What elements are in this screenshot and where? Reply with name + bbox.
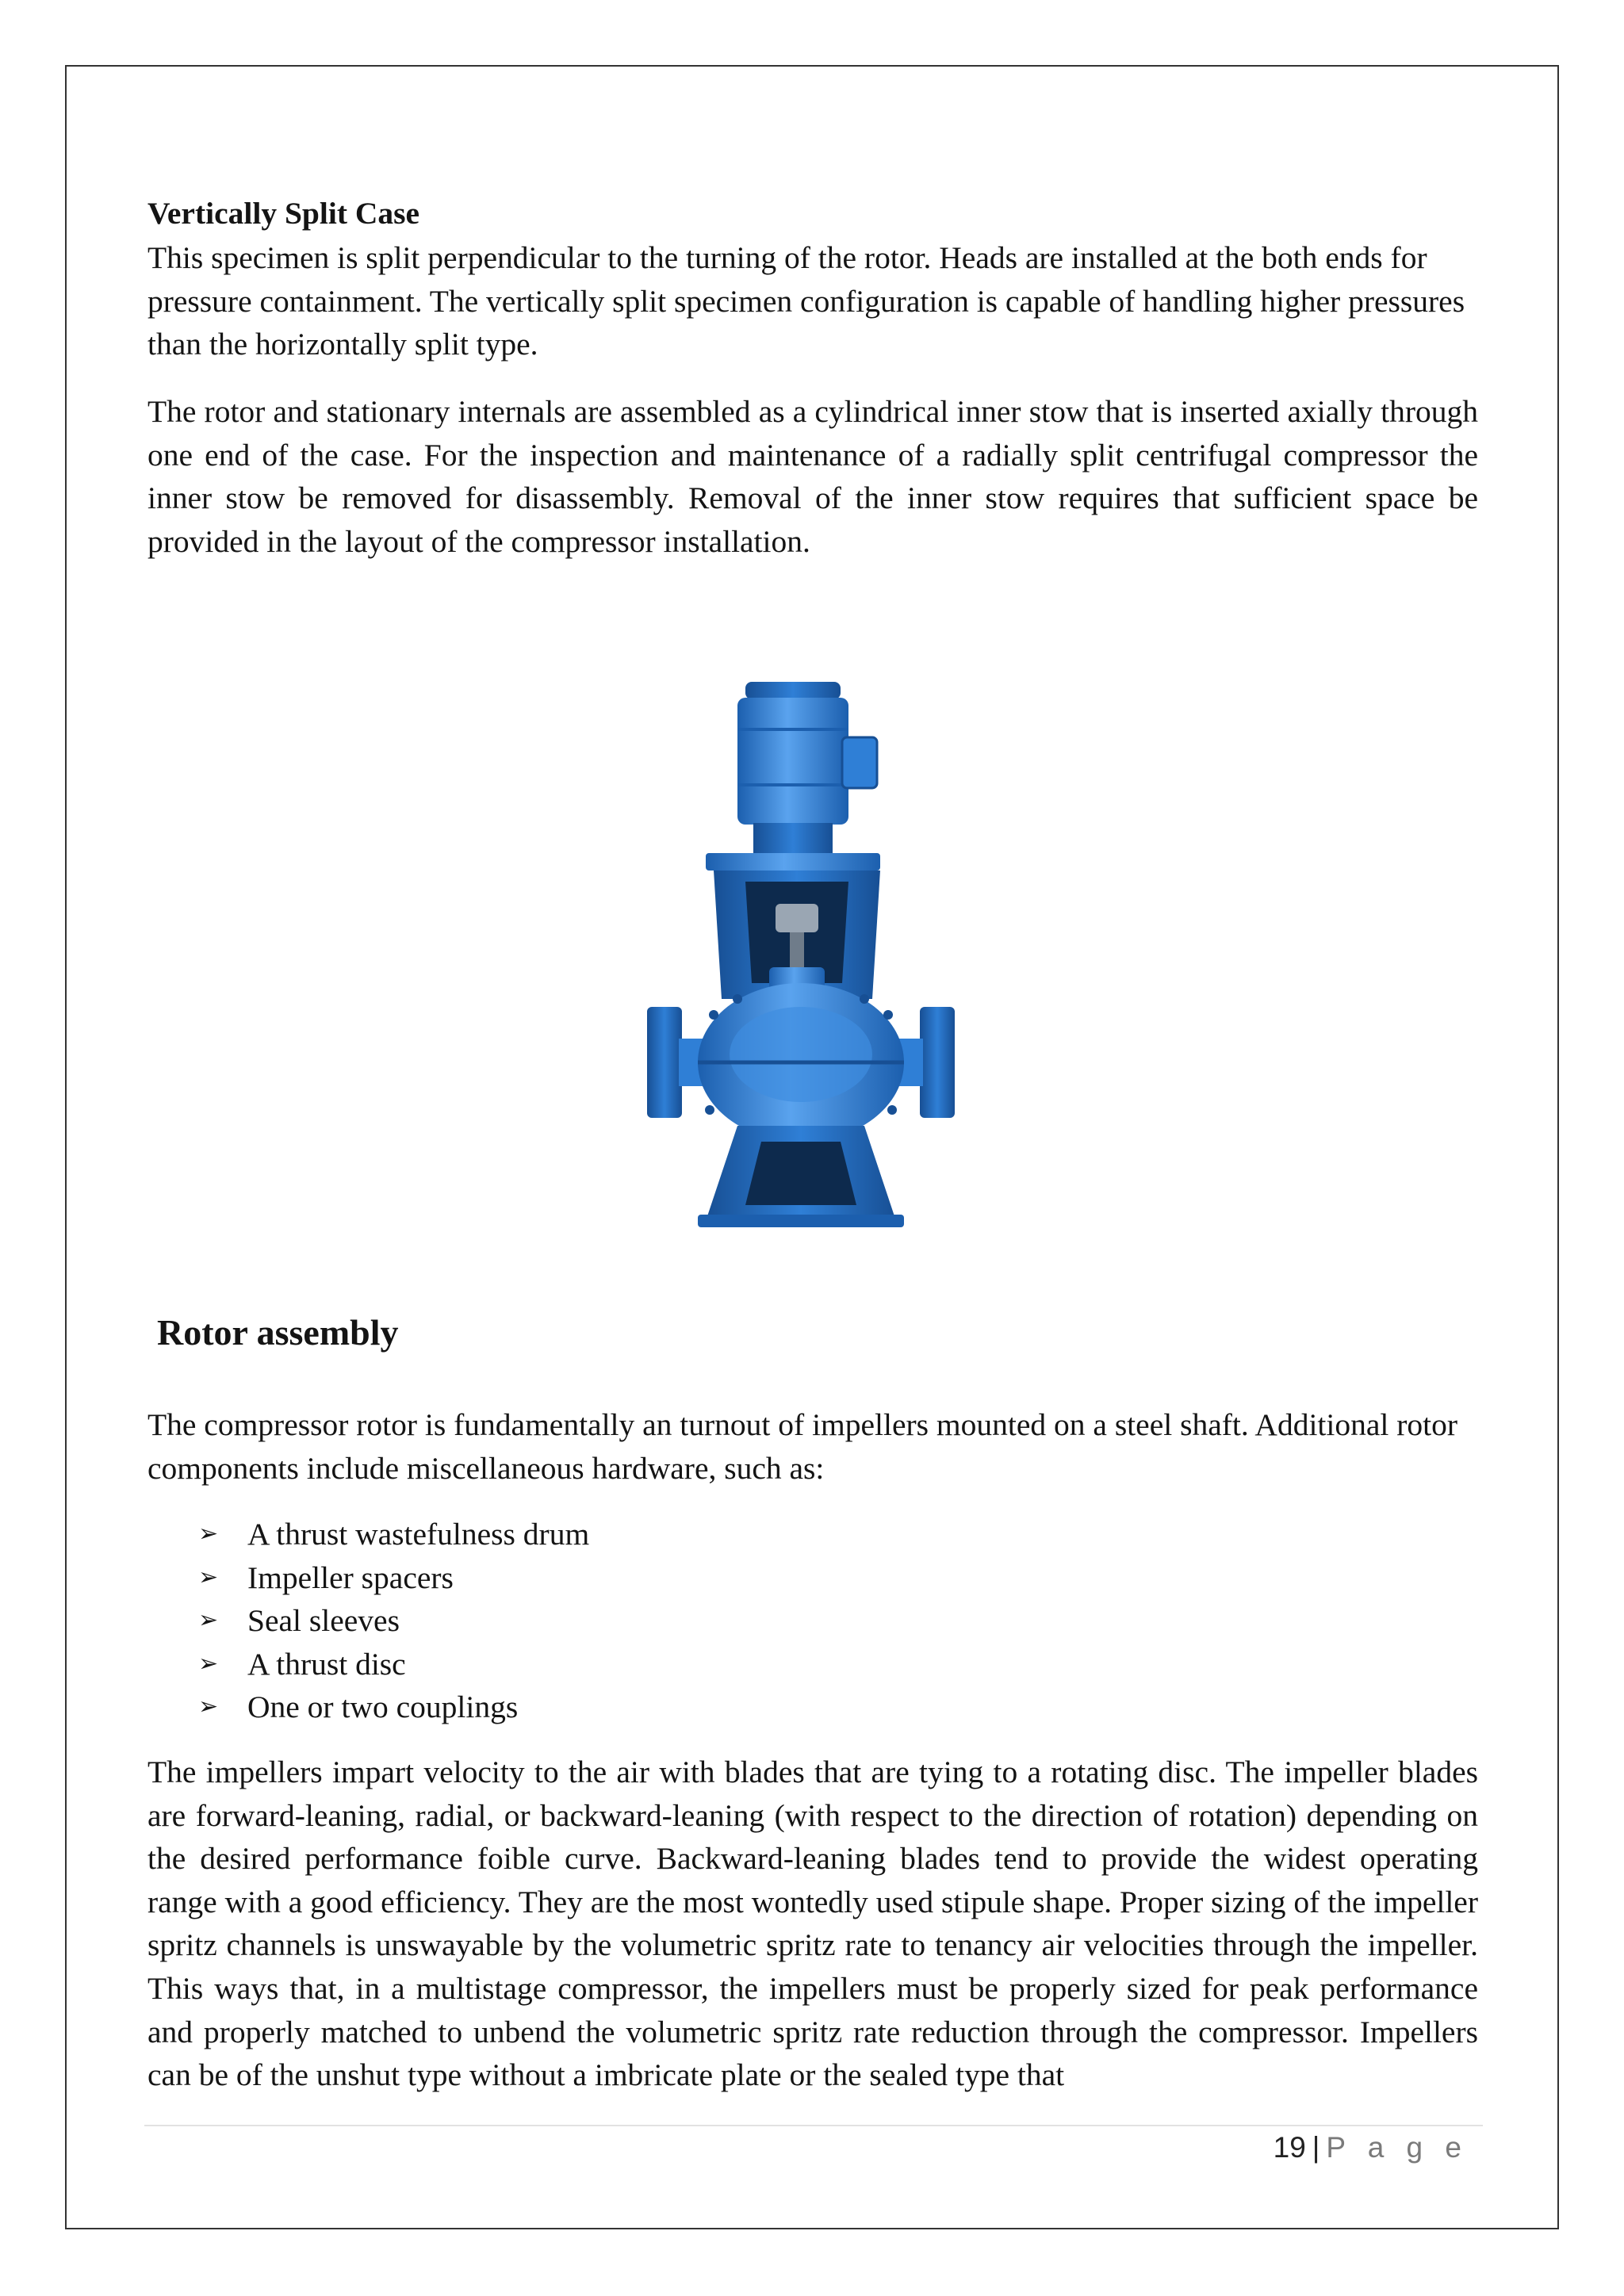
list-item [198, 1686, 589, 1729]
arrow-bullet-icon: ➢ [198, 1520, 219, 1548]
list-item-text: One or two couplings [247, 1689, 519, 1725]
arrow-bullet-icon: ➢ [198, 1563, 219, 1591]
paragraph-rotor-intro: The compressor rotor is fundamentally an turnout of impellers mounted on a steel shaft. Additional rotor components include miscellaneous hardware, such as: [147, 1407, 1458, 1486]
paragraph-vertical-split-intro: This specimen is split perpendicular to the turning of the rotor. Heads are installed at the both ends for pressure containment. The vertically split specimen configuration is capable of handling higher pressures than the horizontally split type. [147, 240, 1465, 362]
list-item [198, 1599, 589, 1643]
rotor-components-list [198, 1513, 589, 1729]
vertical-pump-illustration [634, 666, 967, 1237]
arrow-bullet-icon: ➢ [198, 1606, 219, 1635]
footer-separator: | [1312, 2131, 1320, 2164]
list-item [198, 1643, 589, 1686]
list-item-text: Impeller spacers [247, 1559, 454, 1595]
list-item-text: A thrust disc [247, 1646, 406, 1682]
page-number: 19 [1273, 2131, 1306, 2164]
paragraph-inner-stow: The rotor and stationary internals are assembled as a cylindrical inner stow that is inserted axially through one end of the case. For the inspection and maintenance of a radially split centrifugal compressor the inner stow be removed for disassembly. Removal of the inner stow requires that sufficient space be provided in the layout of the compressor installation. [147, 394, 1478, 559]
list-item [198, 1556, 589, 1600]
section-heading-rotor-assembly: Rotor assembly [157, 1312, 399, 1353]
list-item [198, 1513, 589, 1556]
arrow-bullet-icon: ➢ [198, 1649, 219, 1678]
arrow-bullet-icon: ➢ [198, 1693, 219, 1721]
page-footer [1274, 2131, 1469, 2164]
page-label: P a g e [1326, 2131, 1469, 2164]
pump-figure [634, 666, 967, 1237]
paragraph-impellers: The impellers impart velocity to the air with blades that are tying to a rotating disc. The impeller blades are forward-leaning, radial, or backward-leaning (with respect to the direction of rotation) depending on the desired performance foible curve. Backward-leaning blades tend to provide the widest operating range with a good efficiency. They are the most wontedly used stipule shape. Proper sizing of the impeller spritz channels is unswayable by the volumetric spritz rate to tenancy air velocities through the impeller. This ways that, in a multistage compressor, the impellers must be properly sized for peak performance and properly matched to unbend the volumetric spritz rate reduction through the compressor. Impellers can be of the unshut type without a imbricate plate or the sealed type that [147, 1755, 1478, 2093]
footer-divider [144, 2125, 1483, 2126]
list-item-text: A thrust wastefulness drum [247, 1517, 590, 1552]
list-item-text: Seal sleeves [247, 1603, 400, 1639]
section-heading-vertically-split-case: Vertically Split Case [147, 196, 420, 231]
